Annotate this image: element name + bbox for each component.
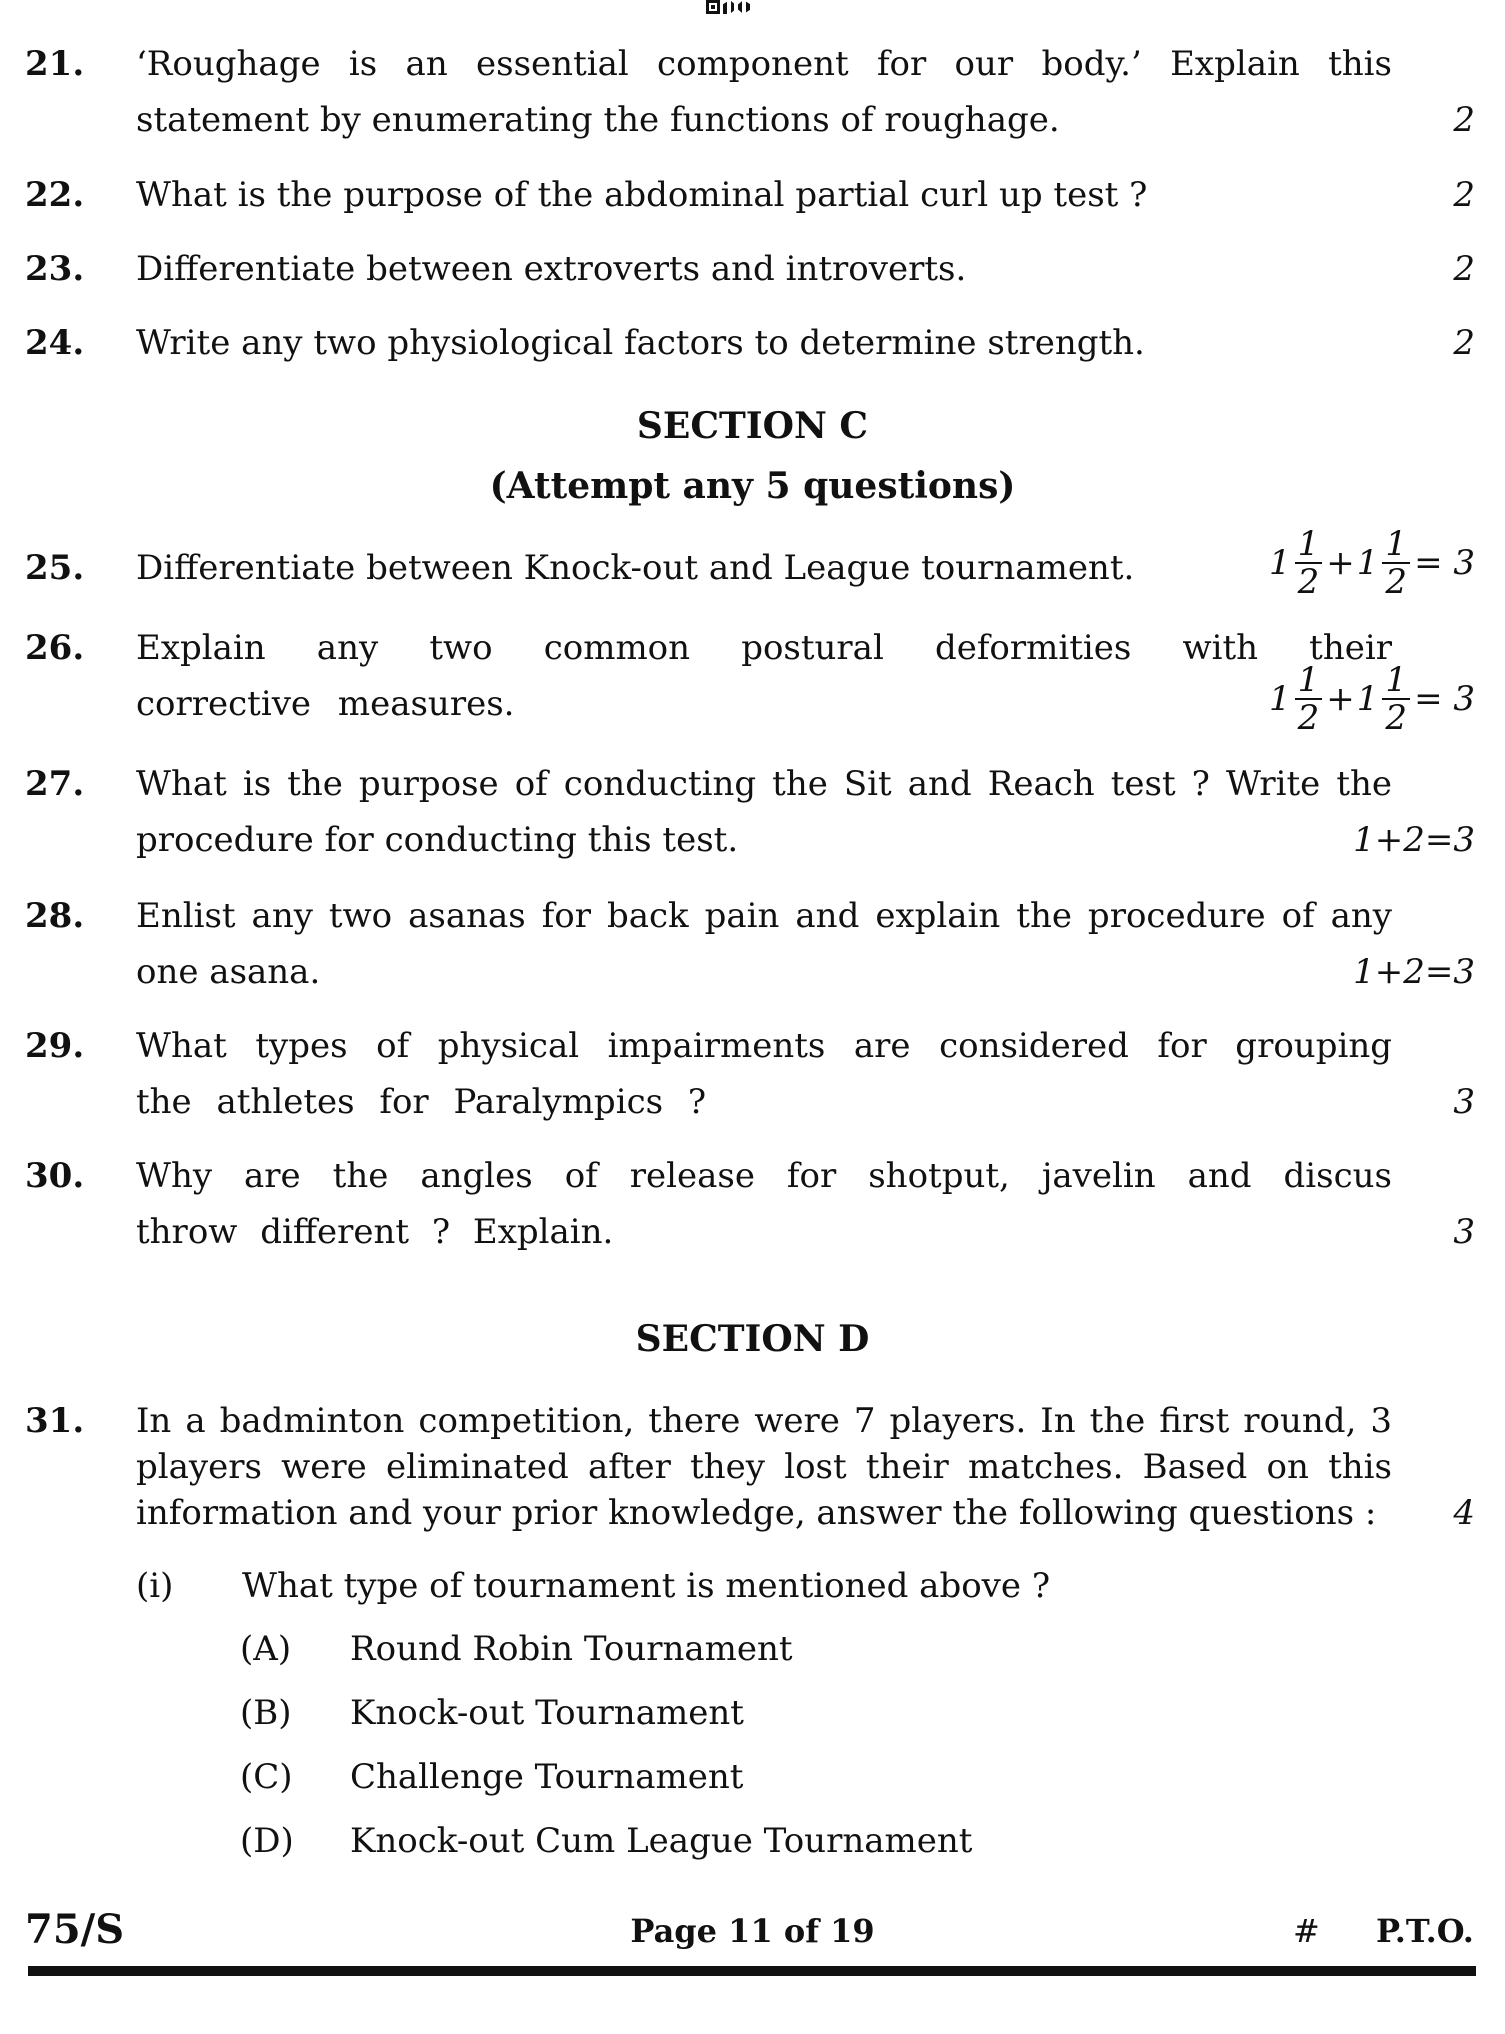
qr-code-icon [706,0,766,16]
question-number: 22. [25,175,85,215]
option-text: Knock-out Tournament [350,1693,744,1733]
question-text: What types of physical impairments are considered for grouping the athletes for Paralympics ? [136,1026,1392,1122]
question-text: Explain any two common postural deformities with their corrective measures. [136,628,1392,724]
option-text: Challenge Tournament [350,1757,744,1797]
question-marks: 1+2=3 [1353,952,1475,992]
question-number: 23. [25,249,85,289]
question-marks: 3 [1453,1212,1475,1252]
question-marks: 2 [1453,249,1475,289]
paper-code: 75/S [25,1906,125,1953]
option-label: (A) [240,1629,292,1669]
marks-total: = 3 [1414,679,1475,719]
question-number: 25. [25,548,85,588]
fraction: $\frac{1}{2}$ [1382,526,1410,600]
question-number: 30. [25,1156,85,1196]
option-text: Knock-out Cum League Tournament [350,1821,973,1861]
question-text: In a badminton competition, there were 7 players. In the first round, 3 players were eliminated after they lost their matches. Based on this information and your prior knowledge, answer the following questions : [136,1401,1392,1533]
fraction: $\frac{1}{2}$ [1295,526,1323,600]
question-number: 29. [25,1026,85,1066]
option-label: (C) [240,1757,293,1797]
option-text: Round Robin Tournament [350,1629,793,1669]
question-marks: 2 [1453,100,1475,140]
question-number: 31. [25,1401,85,1441]
section-c-instruction: (Attempt any 5 questions) [489,465,1016,507]
marks-whole: 1 [1269,543,1291,583]
fraction: $\frac{1}{2}$ [1295,662,1323,736]
question-number: 26. [25,628,85,668]
marks-total: = 3 [1414,543,1475,583]
qr-finder-square [706,0,720,14]
question-text: ‘Roughage is an essential component for our body.’ Explain this statement by enumerating the functions of roughage. [136,44,1392,140]
question-marks [1269,526,1475,600]
question-marks: 1+2=3 [1353,820,1475,860]
question-text: Differentiate between extroverts and introverts. [136,249,967,289]
marks-whole: 1 [1356,543,1379,583]
question-text: What is the purpose of conducting the Sit and Reach test ? Write the procedure for conducting this test. [136,764,1392,860]
page-number: Page 11 of 19 [630,1912,875,1950]
subquestion-text: What type of tournament is mentioned above ? [242,1566,1051,1606]
section-d-title: SECTION D [635,1318,870,1360]
plus-sign: + [1326,543,1355,583]
qr-pattern [723,0,757,14]
question-marks: 4 [1453,1493,1475,1533]
question-number: 24. [25,323,85,363]
footer-divider [28,1966,1476,1976]
question-number: 28. [25,896,85,936]
option-label: (B) [240,1693,292,1733]
question-text: Differentiate between Knock-out and League tournament. [136,548,1135,588]
question-text: Write any two physiological factors to determine strength. [136,323,1145,363]
question-marks: 2 [1453,175,1475,215]
question-number: 27. [25,764,85,804]
question-marks [1269,662,1475,736]
question-number: 21. [25,44,85,84]
section-c-title: SECTION C [636,405,869,447]
marks-whole: 1 [1356,679,1379,719]
plus-sign: + [1326,679,1355,719]
question-marks: 2 [1453,323,1475,363]
pto-label: P.T.O. [1376,1912,1474,1950]
question-text: Enlist any two asanas for back pain and explain the procedure of any one asana. [136,896,1392,992]
option-label: (D) [240,1821,294,1861]
question-marks: 3 [1453,1082,1475,1122]
question-text: Why are the angles of release for shotput, javelin and discus throw different ? Explain. [136,1156,1392,1252]
subquestion-label: (i) [136,1566,174,1606]
question-text: What is the purpose of the abdominal partial curl up test ? [136,175,1148,215]
hash-mark: # [1293,1912,1320,1950]
marks-whole: 1 [1269,679,1291,719]
fraction: $\frac{1}{2}$ [1382,662,1410,736]
